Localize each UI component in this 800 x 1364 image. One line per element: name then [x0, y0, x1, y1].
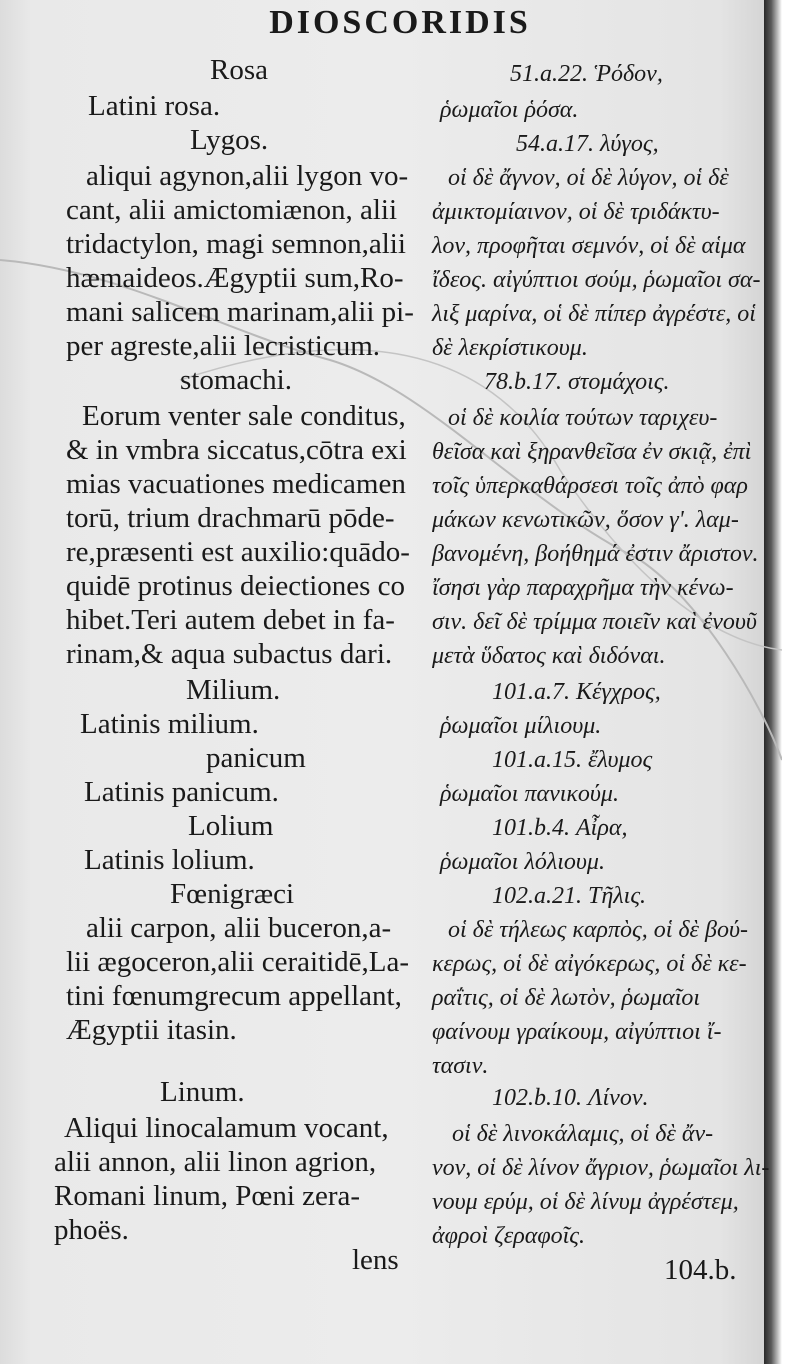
- greek-line: ἴσησι γὰρ παραχρῆμα τὴν κένω-: [432, 575, 734, 601]
- latin-headword: Fœnigræci: [170, 878, 295, 910]
- latin-line: alii carpon, alii buceron,a-: [86, 912, 392, 944]
- greek-line: οἱ δὲ κοιλία τούτων ταριχευ-: [448, 405, 718, 431]
- greek-line: φαίνουμ γραίκουμ, αἰγύπτιοι ἴ-: [432, 1019, 722, 1045]
- latin-line: Eorum venter sale conditus,: [82, 400, 406, 432]
- greek-line: οἱ δὲ ἄγνον, οἱ δὲ λύγον, οἱ δὲ: [448, 165, 729, 191]
- greek-line: ῥωμαῖοι ῥόσα.: [440, 97, 579, 123]
- greek-headword: 101.b.4. Αἶρα,: [492, 815, 628, 841]
- greek-headword: 54.a.17. λύγος,: [516, 131, 659, 157]
- greek-line: τοῖς ὑπερκαθάρσεσι τοῖς ἀπὸ φαρ: [432, 473, 748, 499]
- latin-line: tini fœnumgrecum appellant,: [66, 980, 402, 1012]
- latin-line: lii ægoceron,alii ceraitidē,La-: [66, 946, 410, 978]
- running-head: DIOSCORIDIS: [269, 4, 531, 41]
- latin-line: Latinis panicum.: [84, 776, 279, 808]
- latin-line: & in vmbra siccatus,cōtra exi: [66, 434, 407, 466]
- greek-line: λον, προφῆται σεμνόν, οἱ δὲ αἱμα: [432, 233, 746, 259]
- greek-line: οἱ δὲ τήλεως καρπὸς, οἱ δὲ βού-: [448, 917, 748, 943]
- greek-line: τασιν.: [432, 1053, 489, 1079]
- greek-line: ἀμικτομίαινον, οἱ δὲ τριδάκτυ-: [432, 199, 720, 225]
- latin-line: per agreste,alii lecristicum.: [66, 330, 381, 362]
- greek-line: μάκων κενωτικῶν, ὅσον γ'. λαμ-: [432, 507, 739, 533]
- latin-headword: stomachi.: [180, 364, 292, 396]
- catchword: lens: [352, 1244, 399, 1276]
- greek-line: ἀφροὶ ζεραφοῖς.: [432, 1223, 586, 1249]
- greek-headword: 101.a.15. ἔλυμος: [492, 747, 653, 773]
- latin-line: Latinis lolium.: [84, 844, 255, 876]
- latin-headword: panicum: [206, 742, 306, 774]
- greek-line: ἴδεος. αἰγύπτιοι σούμ, ῥωμαῖοι σα-: [432, 267, 761, 293]
- greek-line: σιν. δεῖ δὲ τρίμμα ποιεῖν καὶ ἐνουῦ: [432, 609, 757, 635]
- greek-line: νουμ ερύμ, οἱ δὲ λίνυμ ἀγρέστεμ,: [432, 1189, 739, 1215]
- signature-mark: 104.b.: [664, 1254, 737, 1286]
- greek-line: θεῖσα καὶ ξηρανθεῖσα ἐν σκιᾷ, ἐπὶ: [432, 439, 752, 465]
- greek-line: νον, οἱ δὲ λίνον ἄγριον, ῥωμαῖοι λι-: [432, 1155, 770, 1181]
- latin-line: mani salicem marinam,alii pi-: [66, 296, 414, 328]
- latin-line: hæmaideos.Ægyptii sum,Ro-: [66, 262, 404, 294]
- greek-line: ραΐτις, οἱ δὲ λωτὸν, ῥωμαῖοι: [432, 985, 701, 1011]
- latin-line: hibet.Teri autem debet in fa-: [66, 604, 395, 636]
- latin-line: quidē protinus deiectiones co: [66, 570, 406, 602]
- latin-line: cant, alii amictomiænon, alii: [66, 194, 398, 226]
- latin-line: re,præsenti est auxilio:quādo-: [66, 536, 410, 568]
- latin-line: phoës.: [54, 1214, 129, 1246]
- latin-headword: Linum.: [160, 1076, 245, 1108]
- greek-line: λιξ μαρίνα, οἱ δὲ πίπερ ἀγρέστε, οἱ: [432, 301, 756, 327]
- greek-line: ῥωμαῖοι λόλιουμ.: [440, 849, 605, 875]
- latin-line: tridactylon, magi semnon,alii: [66, 228, 406, 260]
- greek-headword: 78.b.17. στομάχοις.: [484, 369, 670, 395]
- greek-line: ῥωμαῖοι πανικούμ.: [440, 781, 619, 807]
- greek-line: ῥωμαῖοι μίλιουμ.: [440, 713, 602, 739]
- latin-line: Latinis milium.: [80, 708, 259, 740]
- greek-headword: 102.b.10. Λίνον.: [492, 1085, 649, 1111]
- latin-line: torū, trium drachmarū pōde-: [66, 502, 395, 534]
- greek-line: οἱ δὲ λινοκάλαμις, οἱ δὲ ἄν-: [452, 1121, 714, 1147]
- latin-line: rinam,& aqua subactus dari.: [66, 638, 393, 670]
- latin-line: aliqui agynon,alii lygon vo-: [86, 160, 409, 192]
- greek-line: βανομένη, βοήθημά ἐστιν ἄριστον.: [432, 541, 759, 567]
- greek-line: κερως, οἱ δὲ αἰγόκερως, οἱ δὲ κε-: [432, 951, 747, 977]
- latin-line: mias vacuationes medicamen: [66, 468, 406, 500]
- greek-headword: 51.a.22. Ῥόδον,: [510, 61, 663, 87]
- latin-headword: Rosa: [210, 54, 268, 86]
- greek-headword: 102.a.21. Τῆλις.: [492, 883, 647, 909]
- latin-line: Latini rosa.: [88, 90, 221, 122]
- greek-line: δὲ λεκρίστικουμ.: [432, 335, 588, 361]
- latin-headword: Lolium: [188, 810, 274, 842]
- greek-headword: 101.a.7. Κέγχρος,: [492, 679, 661, 705]
- latin-headword: Lygos.: [190, 124, 269, 156]
- latin-line: Romani linum, Pœni zera-: [54, 1180, 361, 1212]
- latin-headword: Milium.: [186, 674, 281, 706]
- latin-line: alii annon, alii linon agrion,: [54, 1146, 377, 1178]
- latin-line: Aliqui linocalamum vocant,: [64, 1112, 389, 1144]
- greek-line: μετὰ ὕδατος καὶ διδόναι.: [432, 643, 666, 669]
- latin-line: Ægyptii itasin.: [66, 1014, 237, 1046]
